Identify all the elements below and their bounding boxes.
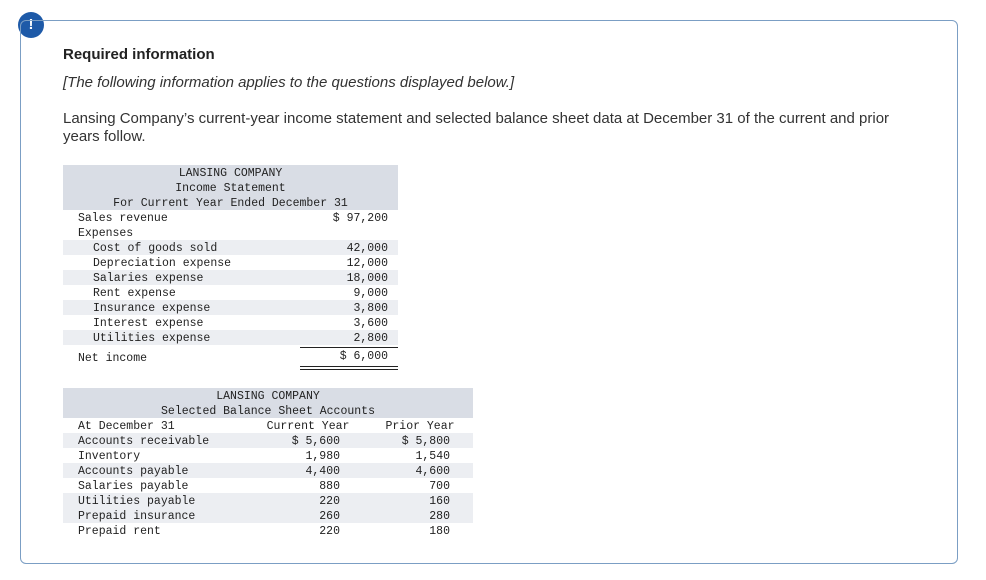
col-header-prior: Prior Year <box>385 420 455 433</box>
row-prior: 1,540 <box>415 450 450 463</box>
income-title: Income Statement <box>175 182 286 195</box>
col-header-current: Current Year <box>266 420 350 433</box>
expense-value: 3,800 <box>353 302 388 315</box>
row-current: 4,400 <box>305 465 340 478</box>
subtotal-rule <box>300 347 398 348</box>
net-income-value: $ 6,000 <box>339 350 388 363</box>
sales-value: $ 97,200 <box>332 212 388 225</box>
expenses-label: Expenses <box>78 227 134 240</box>
expense-label: Salaries expense <box>93 272 204 285</box>
row-current: 260 <box>319 510 340 523</box>
income-period: For Current Year Ended December 31 <box>113 197 348 210</box>
row-prior: 700 <box>429 480 450 493</box>
row-current: $ 5,600 <box>291 435 340 448</box>
required-title: Required information <box>63 46 215 63</box>
row-label: Utilities payable <box>78 495 196 508</box>
expense-label: Insurance expense <box>93 302 211 315</box>
balance-title: Selected Balance Sheet Accounts <box>161 405 375 418</box>
row-label: Inventory <box>78 450 141 463</box>
expense-value: 42,000 <box>346 242 388 255</box>
row-prior: 160 <box>429 495 450 508</box>
required-note: [The following information applies to the questions displayed below.] <box>63 74 515 91</box>
row-label: Prepaid insurance <box>78 510 196 523</box>
col-header-date: At December 31 <box>78 420 175 433</box>
balance-company: LANSING COMPANY <box>216 390 320 403</box>
total-double-rule-bottom <box>300 369 398 370</box>
row-label: Salaries payable <box>78 480 189 493</box>
alert-icon: ! <box>18 12 44 38</box>
row-label: Prepaid rent <box>78 525 161 538</box>
expense-value: 3,600 <box>353 317 388 330</box>
row-current: 220 <box>319 495 340 508</box>
expense-label: Cost of goods sold <box>93 242 218 255</box>
expense-value: 2,800 <box>353 332 388 345</box>
expense-label: Interest expense <box>93 317 204 330</box>
row-current: 880 <box>319 480 340 493</box>
expense-value: 12,000 <box>346 257 388 270</box>
net-income-label: Net income <box>78 352 148 365</box>
expense-label: Utilities expense <box>93 332 211 345</box>
total-double-rule-top <box>300 366 398 367</box>
expense-value: 18,000 <box>346 272 388 285</box>
row-prior: 180 <box>429 525 450 538</box>
expense-value: 9,000 <box>353 287 388 300</box>
expense-label: Rent expense <box>93 287 176 300</box>
row-current: 1,980 <box>305 450 340 463</box>
row-prior: 280 <box>429 510 450 523</box>
sales-label: Sales revenue <box>78 212 168 225</box>
row-label: Accounts payable <box>78 465 189 478</box>
income-company: LANSING COMPANY <box>178 167 283 180</box>
row-current: 220 <box>319 525 340 538</box>
expense-label: Depreciation expense <box>93 257 232 270</box>
intro-text: Lansing Company’s current-year income statement and selected balance sheet data at December 31 of the current and prior years follow. <box>63 110 890 145</box>
row-label: Accounts receivable <box>78 435 210 448</box>
row-prior: 4,600 <box>415 465 450 478</box>
row-prior: $ 5,800 <box>401 435 450 448</box>
